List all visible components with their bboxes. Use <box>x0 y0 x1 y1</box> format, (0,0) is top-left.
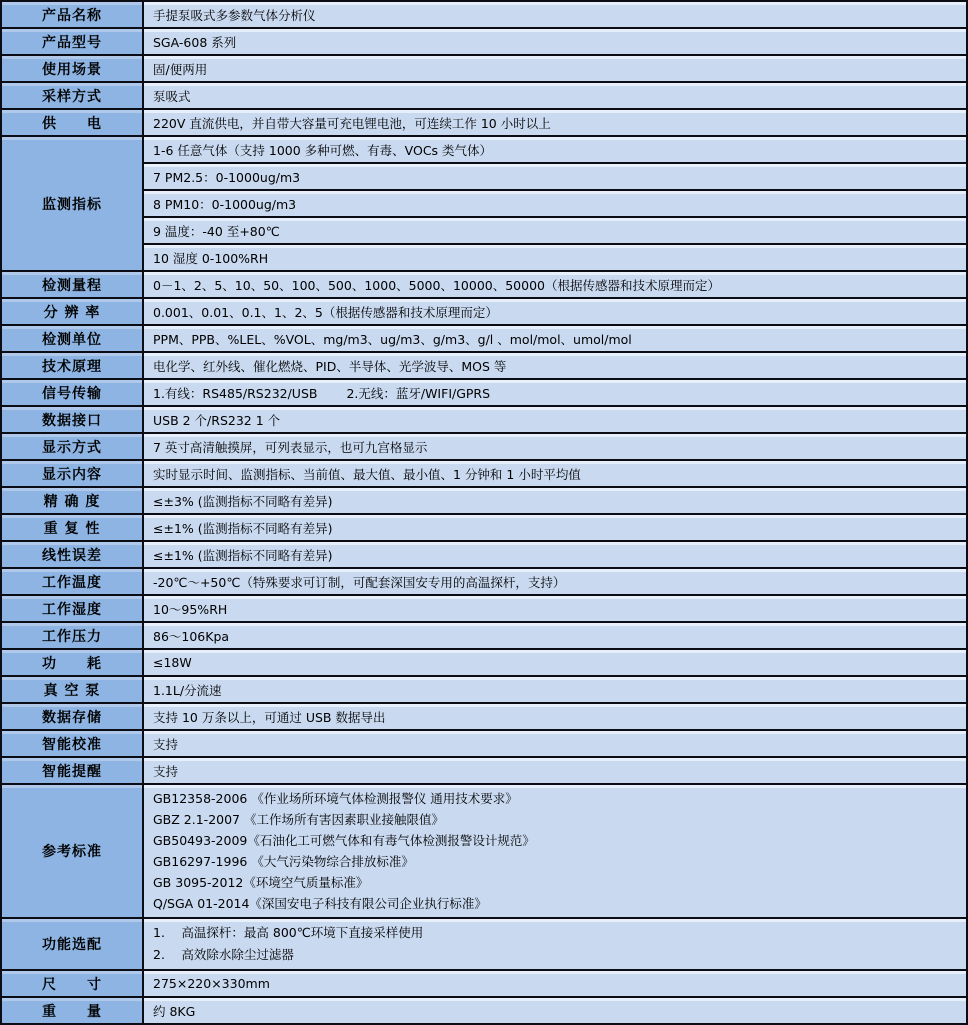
spec-value: 7 英寸高清触摸屏，可列表显示，也可九宫格显示 <box>143 433 967 460</box>
spec-value: 支持 <box>143 730 967 757</box>
spec-row <box>1 28 967 55</box>
spec-row <box>1 136 967 163</box>
spec-label: 功能选配 <box>1 918 143 970</box>
spec-value: 0－1、2、5、10、50、100、500、1000、5000、10000、50000（根据传感器和技术原理而定） <box>143 271 967 298</box>
spec-row <box>1 997 967 1024</box>
spec-row <box>1 649 967 676</box>
spec-label: 功 耗 <box>1 649 143 676</box>
spec-value: 固/便两用 <box>143 55 967 82</box>
spec-label: 重 复 性 <box>1 514 143 541</box>
spec-value-line: GB12358-2006 《作业场所环境气体检测报警仪 通用技术要求》 <box>153 791 518 806</box>
spec-label: 尺 寸 <box>1 970 143 997</box>
spec-row <box>1 325 967 352</box>
spec-row <box>1 82 967 109</box>
spec-row <box>1 757 967 784</box>
spec-value: USB 2 个/RS232 1 个 <box>143 406 967 433</box>
spec-value: 电化学、红外线、催化燃烧、PID、半导体、光学波导、MOS 等 <box>143 352 967 379</box>
spec-value: 0.001、0.01、0.1、1、2、5（根据传感器和技术原理而定） <box>143 298 967 325</box>
spec-label: 技术原理 <box>1 352 143 379</box>
spec-value: 1.1L/分流速 <box>143 676 967 703</box>
spec-label: 真 空 泵 <box>1 676 143 703</box>
spec-value: 275×220×330mm <box>143 970 967 997</box>
spec-row <box>1 622 967 649</box>
spec-label: 监测指标 <box>1 136 143 271</box>
spec-row <box>1 217 967 244</box>
spec-row <box>1 703 967 730</box>
spec-label: 显示内容 <box>1 460 143 487</box>
spec-row <box>1 163 967 190</box>
spec-row <box>1 541 967 568</box>
spec-row <box>1 568 967 595</box>
spec-row <box>1 406 967 433</box>
spec-value: 手提泵吸式多参数气体分析仪 <box>143 1 967 28</box>
spec-value: 86～106Kpa <box>143 622 967 649</box>
spec-label: 产品名称 <box>1 1 143 28</box>
spec-row <box>1 514 967 541</box>
spec-label: 信号传输 <box>1 379 143 406</box>
spec-value: 支持 <box>143 757 967 784</box>
spec-label: 工作压力 <box>1 622 143 649</box>
spec-value: 10 湿度 0-100%RH <box>143 244 967 271</box>
spec-row <box>1 109 967 136</box>
spec-label: 供 电 <box>1 109 143 136</box>
spec-value: 1-6 任意气体（支持 1000 多种可燃、有毒、VOCs 类气体） <box>143 136 967 163</box>
spec-row <box>1 271 967 298</box>
spec-value: 泵吸式 <box>143 82 967 109</box>
spec-value: 支持 10 万条以上，可通过 USB 数据导出 <box>143 703 967 730</box>
spec-value: 220V 直流供电，并自带大容量可充电锂电池，可连续工作 10 小时以上 <box>143 109 967 136</box>
spec-value <box>143 918 967 970</box>
spec-value-line: GBZ 2.1-2007 《工作场所有害因素职业接触限值》 <box>153 812 444 827</box>
spec-value: SGA-608 系列 <box>143 28 967 55</box>
spec-label: 检测量程 <box>1 271 143 298</box>
spec-value: 10～95%RH <box>143 595 967 622</box>
spec-value-line: 1. 高温探杆：最高 800℃环境下直接采样使用 <box>153 925 424 940</box>
spec-value: 9 温度：-40 至+80℃ <box>143 217 967 244</box>
spec-table-body <box>1 1 967 1024</box>
spec-value-line: GB16297-1996 《大气污染物综合排放标准》 <box>153 854 414 869</box>
spec-label: 检测单位 <box>1 325 143 352</box>
spec-row <box>1 918 967 970</box>
spec-value-line: 2. 高效除水除尘过滤器 <box>153 947 294 962</box>
spec-value: PPM、PPB、%LEL、%VOL、mg/m3、ug/m3、g/m3、g/l 、mol/mol、umol/mol <box>143 325 967 352</box>
spec-label: 产品型号 <box>1 28 143 55</box>
spec-value-line: GB50493-2009《石油化工可燃气体和有毒气体检测报警设计规范》 <box>153 833 535 848</box>
spec-value: 8 PM10：0-1000ug/m3 <box>143 190 967 217</box>
spec-value: -20℃～+50℃（特殊要求可订制，可配套深国安专用的高温探杆，支持） <box>143 568 967 595</box>
spec-label: 参考标准 <box>1 784 143 918</box>
spec-value: 1.有线：RS485/RS232/USB 2.无线：蓝牙/WIFI/GPRS <box>143 379 967 406</box>
spec-label: 使用场景 <box>1 55 143 82</box>
spec-value-line: Q/SGA 01-2014《深国安电子科技有限公司企业执行标准》 <box>153 896 487 911</box>
spec-value: 约 8KG <box>143 997 967 1024</box>
spec-label: 采样方式 <box>1 82 143 109</box>
spec-row <box>1 487 967 514</box>
spec-label: 数据存储 <box>1 703 143 730</box>
spec-label: 线性误差 <box>1 541 143 568</box>
spec-row <box>1 190 967 217</box>
spec-row <box>1 784 967 918</box>
spec-value: ≤±1% (监测指标不同略有差异) <box>143 514 967 541</box>
spec-row <box>1 460 967 487</box>
spec-value-line: GB 3095-2012《环境空气质量标准》 <box>153 875 369 890</box>
spec-value: ≤±3% (监测指标不同略有差异) <box>143 487 967 514</box>
spec-row <box>1 433 967 460</box>
spec-row <box>1 55 967 82</box>
spec-label: 工作温度 <box>1 568 143 595</box>
spec-label: 智能校准 <box>1 730 143 757</box>
spec-label: 显示方式 <box>1 433 143 460</box>
spec-row <box>1 244 967 271</box>
spec-label: 数据接口 <box>1 406 143 433</box>
spec-value: 7 PM2.5：0-1000ug/m3 <box>143 163 967 190</box>
spec-row <box>1 298 967 325</box>
spec-row <box>1 730 967 757</box>
spec-value: ≤18W <box>143 649 967 676</box>
spec-value: 实时显示时间、监测指标、当前值、最大值、最小值、1 分钟和 1 小时平均值 <box>143 460 967 487</box>
spec-label: 分 辨 率 <box>1 298 143 325</box>
spec-label: 工作湿度 <box>1 595 143 622</box>
spec-label: 重 量 <box>1 997 143 1024</box>
spec-row <box>1 595 967 622</box>
spec-row <box>1 1 967 28</box>
spec-value <box>143 784 967 918</box>
spec-row <box>1 352 967 379</box>
spec-row <box>1 970 967 997</box>
spec-label: 智能提醒 <box>1 757 143 784</box>
spec-row <box>1 676 967 703</box>
spec-row <box>1 379 967 406</box>
spec-label: 精 确 度 <box>1 487 143 514</box>
spec-value: ≤±1% (监测指标不同略有差异) <box>143 541 967 568</box>
